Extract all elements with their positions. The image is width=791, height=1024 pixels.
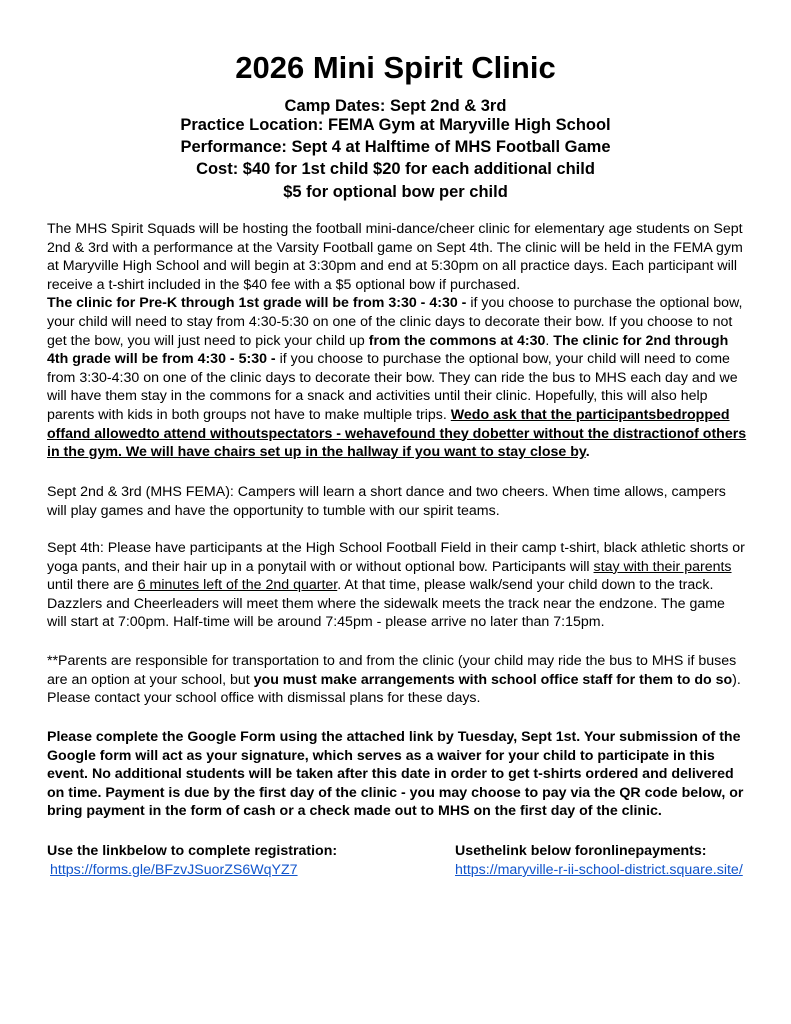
sept-4-paragraph (47, 539, 747, 632)
payment-label: Usethelink below foronlinepayments: (455, 843, 707, 859)
prek-details: if you choose to purchase the optional bow, your child will need to stay from 4:30-5:30 on one of the clinic days to decorate their bow. If you choose to not get the bow, you will just need to pick your child up (47, 295, 743, 349)
payment-link[interactable]: https://maryville-r-ii-school-district.square.site/ (455, 862, 743, 878)
payment-section (455, 842, 775, 880)
performance-info: Performance: Sept 4 at Halftime of MHS Football Game (180, 138, 611, 156)
practice-location: Practice Location: FEMA Gym at Maryville High School (180, 116, 611, 134)
office-arrangements: you must make arrangements with school office staff for them to do so (253, 671, 733, 688)
camp-dates: Camp Dates: Sept 2nd & 3rd (284, 97, 507, 115)
intro-paragraph: The MHS Spirit Squads will be hosting the football mini-dance/cheer clinic for elementary age students on Sept 2nd & 3rd with a performance at the Varsity Football game on Sept 4th. The clinic will be held in the FEMA gym at Maryville High School and will begin at 3:30pm and end at 5:30pm on all practice days. Each participant will receive a t-shirt included in the $40 fee with a $5 optional bow if purchased. (47, 221, 743, 293)
intro-section (47, 220, 747, 462)
grade2-details: if you choose to purchase the optional bow, your child will need to come from 3:30-4:30 on one of the clinic days to decorate their bow. They can ride the bus to MHS each day and we will have them stay in the commons for a snack and activities until their clinic. Hopefully, this will also help parents with kids in both groups not have to make multiple trips. (47, 351, 738, 423)
stay-with-parents: stay with their parents (593, 558, 732, 575)
page-title: 2026 Mini Spirit Clinic (235, 50, 556, 85)
grade2-schedule: The clinic for 2nd through 4th grade will be from 4:30 - 5:30 - (47, 332, 729, 368)
registration-label: Use the linkbelow to complete registration: (47, 843, 338, 859)
sept4-text-2: until there are (47, 577, 138, 594)
google-form-paragraph: Please complete the Google Form using the attached link by Tuesday, Sept 1st. Your submission of the Google form will act as your signature, which serves as a waiver for your child to participate in this event. No additional students will be taken after this date in order to get t-shirts ordered and delivered on time. Payment is due by the first day of the clinic - you may choose to pay via the QR code below, or bring payment in the form of cash or a check made out to MHS on the first day of the clinic. (47, 729, 744, 820)
transport-text-1: **Parents are responsible for transportation to and from the clinic (your child may ride the bus to MHS if buses are an option at your school, but (47, 653, 737, 688)
registration-section (47, 842, 437, 880)
drop-off-request: Wedo ask that the participantsbedropped offand allowedto attend withoutspectators - wehavefound they dobetter without the distractionof others in the gym. We will have chairs set up in the hallway if you want to stay close by (47, 406, 747, 461)
commons-pickup: from the commons at 4:30 (368, 332, 546, 349)
cost-info: Cost: $40 for 1st child $20 for each additional child (196, 160, 595, 178)
sept-2-3-paragraph: Sept 2nd & 3rd (MHS FEMA): Campers will learn a short dance and two cheers. When time allows, campers will play games and have the opportunity to tumble with our spirit teams. (47, 484, 726, 519)
sept4-text-1: Sept 4th: Please have participants at the High School Football Field in their camp t-shirt, black athletic shorts or yoga pants, and their hair up in a ponytail with or without optional bow. Participants will (47, 540, 745, 575)
bow-cost-info: $5 for optional bow per child (283, 183, 508, 201)
registration-link[interactable]: https://forms.gle/BFzvJSuorZS6WqYZ7 (50, 862, 298, 878)
quarter-time: 6 minutes left of the 2nd quarter (137, 577, 338, 594)
transport-text-2: ). Please contact your school office with dismissal plans for these days. (47, 671, 741, 707)
period-1: . (545, 332, 554, 349)
sept4-text-3: . At that time, please walk/send your child down to the track. Dazzlers and Cheerleaders will meet them where the sidewalk meets the track near the endzone. The game will start at 7:00pm. Half-time will be around 7:45pm - please arrive no later than 7:15pm. (47, 577, 725, 631)
period-2: . (585, 444, 590, 461)
prek-schedule: The clinic for Pre-K through 1st grade will be from 3:30 - 4:30 - (47, 295, 467, 312)
transportation-paragraph (47, 652, 747, 708)
